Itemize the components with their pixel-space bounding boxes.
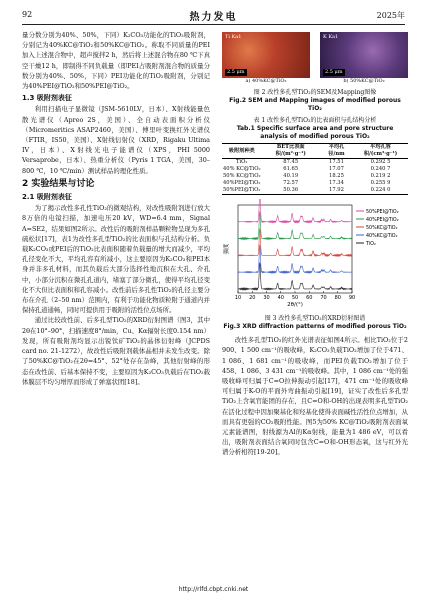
series-line: [238, 229, 352, 256]
page-header: [22, 8, 405, 22]
table-row: [222, 159, 408, 167]
table-cell: 0.219 2: [370, 173, 391, 179]
x-axis-label: 2θ/(°): [287, 302, 303, 308]
legend-label: 50%PEI@TiO₂: [366, 209, 399, 215]
table-cell: 40.19: [283, 173, 299, 179]
table-cell: 50%PEI@TiO₂: [223, 187, 261, 193]
section-1-3-title: 1.3 吸附剂表征: [22, 94, 72, 103]
table-cell: TiO₂: [236, 159, 248, 165]
sem-panel-b: [320, 32, 408, 86]
table-1: [222, 143, 408, 195]
table-header-cell: 平均孔容积/(cm³·g⁻¹): [363, 144, 398, 157]
section-2-1-paragraph-1: 为了揭示改性多孔性TiO₂的微观结构，对改性吸附剂进行放大8万倍的电镜扫描，加速电压20 kV，WD=6.4 mm，Signal A=SE2，结果如图2所示。改性后的吸附剂样品颗粒物呈现为多孔硫松状[17]，表1为改性多孔型TiO₂的比表面积与孔结构分析。负载K₂CO₃或PEI后的TiO₂比表面积随着负载量的增大而减少，平均孔径变化不大，平均孔容有所减小，这主要原因为K₂CO₃和PEI本身并非多孔材料，而其负载后大部分选择性地沉积在大孔、介孔中，小部分沉积在微孔孔道内，堵塞了部分微孔，使得平均孔径变化不大但比表面积和孔容减小。改性前后多孔性TiO₂的孔径主要分布在介孔（2–50 nm）范围内，有利于功能化物质粒附于通道内并保持孔道通畅，同时可提供用于吸附的活性位点场所。: [22, 204, 210, 315]
xrd-chart: [222, 199, 408, 309]
x-tick-label: 70: [320, 295, 327, 301]
left-column: [22, 30, 210, 387]
journal-name: 热力发电: [189, 12, 238, 23]
table-1-caption: [222, 117, 408, 141]
table-row: [222, 166, 408, 173]
series-line: [238, 211, 352, 239]
table-cell: 50% KC@TiO₂: [223, 173, 261, 179]
table-header-cell: BET比表面积/(m²·g⁻¹): [275, 144, 306, 157]
table-cell: 40% KC@TiO₂: [223, 166, 261, 172]
right-paragraph-1: 改性多孔型TiO₂的红外光谱表征如图4所示。相比TiO₂位于2 900、1 500 cm⁻¹的吸收峰，K₂CO₃负载TiO₂增加了位于471、1 086、1 681 cm⁻¹的吸收峰，而PEI负载TiO₂增加了位于458、1 086、3 431 cm⁻¹的吸收峰。其中，1 086 cm⁻¹处的强吸收峰可归属于C=O拉伸振动引起[17]，471 cm⁻¹处的吸收峰可归属于K-O的平面外弯曲振动引起[19]，证实了改性后多孔型TiO₂上含氧官能团的存在，且C=O和-OH的出现表明多孔型TiO₂在活化过程中因加聚基化和羟基化使得表面碱性活性位点增加，从而具有更强的CO₂吸附性能。图5为50% KC@TiO₂吸附剂表面氧元素能谱图，射线源为Al的Kα射线，能量为1 486 eV，可以看出，吸附剂表面结合氧同时包含C=O和-OH形态氧，这与红外光谱分析相符[19-20]。: [222, 336, 408, 457]
figure-2-caption-cn: 图 2 改性多孔型TiO₂的SEM及Mapping图像: [253, 89, 377, 96]
series-line: [238, 245, 352, 273]
y-axis-label: 强度: [224, 243, 230, 255]
x-tick-label: 30: [263, 295, 270, 301]
panel-a-tag: Ti Ka1: [225, 34, 242, 40]
table-row: [222, 187, 408, 195]
table-header-cell: 平均孔径/nm: [328, 144, 345, 157]
scale-bar-b: 2.5 μm: [325, 69, 343, 75]
figure-2-caption: [222, 89, 408, 113]
x-tick-label: 20: [249, 295, 256, 301]
section-2-title: 2 实验结果与讨论: [22, 178, 95, 189]
table-cell: 61.65: [283, 166, 299, 172]
table-cell: 0.240 7: [370, 166, 391, 172]
panel-b-label: b) 50%KC@TiO₂: [343, 78, 385, 84]
table-cell: 0.255 9: [370, 180, 391, 186]
x-tick-label: 50: [291, 295, 299, 301]
table-row: [222, 180, 408, 187]
legend-label: 50%KC@TiO₂: [366, 225, 398, 231]
plot-frame: [238, 205, 352, 293]
issue-year: 2025年: [376, 11, 405, 20]
table-cell: 17.51: [329, 159, 344, 165]
section-2-1-paragraph-2: 通过比较改性前、后多孔型TiO₂的XRD衍射图谱（图3，其中2θ在10°–90°，扫描速度8°/min，Cu、Kα辐射长度0.154 nm）发现，所有吸附剂均显示出锐钛矿TiO₂的晶体衍射峰（JCPDS card no. 21-1272），故改性后吸附剂载体晶相并未发生改变。除了50%KC@TiO₂在2θ=45°、52°处存在杂峰，其他衍射峰的形态在改性前、后基本保持不变，主要原因为K₂CO₃负载后在TiO₂载体膜层不均匀增厚而形成了弹塞状团[18]。: [22, 316, 210, 386]
table-cell: 17.34: [329, 180, 344, 186]
section-1-3-text: 利用扫描电子显微镜（JSM-5610LV，日本）、X射线能量色散光谱仪（Apreo 2S，美国）、全自动表面积分析仪（Micromeritics ASAP2460，美国）、傅里叶变换红外光谱仪（FTIR，IS50，美国）、X射线衍射仪（XRD，Rigaku Ultima IV，日本）、X射线光电子能谱仪（XPS，PHI 5000 Versaprobe，日本）、热重分析仪（Pyris 1 TGA，美国，30–800 ℃，10 ℃/min）测试样品的理化性质。: [22, 105, 210, 175]
x-tick-label: 90: [348, 295, 356, 301]
section-2-1-title: 2.1 吸附剂表征: [22, 193, 72, 202]
figure-3-caption: [222, 315, 408, 331]
x-tick-label: 40: [277, 295, 284, 301]
series-line: [238, 263, 352, 290]
page-number: 92: [22, 10, 33, 19]
figure-2-caption-en: Fig.2 SEM and Mapping images of modified porous TiO₂: [229, 97, 401, 112]
panel-b-tag: K Ka1: [323, 34, 339, 40]
x-tick-label: 80: [334, 295, 341, 301]
table-1-caption-cn: 表 1 改性多孔型TiO₂的比表面积与孔结构分析: [253, 117, 377, 124]
legend-label: TiO₂: [366, 241, 376, 247]
right-column: [222, 30, 408, 458]
intro-paragraph: 量分数分别为40%、50%，下同）K₂CO₃功能化的TiO₂吸附剂，分别记为40%KC@TiO₂和50%KC@TiO₂。称取不同质量的PEI加入上述混合物中，超声搅拌2 h，然后将上述混合物在80 ℃下真空干燥12 h，即制得不同负载量（即PEI占吸附剂混合物的质量分数分别为40%、50%，下同）PEI功能化的TiO₂吸附剂，分别记为40%PEI@TiO₂和50%PEI@TiO₂。: [22, 31, 210, 91]
table-cell: 72.57: [283, 180, 299, 186]
table-cell: 18.25: [329, 173, 344, 179]
panel-a-label: a) 40%KC@TiO₂: [245, 78, 287, 84]
table-cell: 40%PEI@TiO₂: [223, 180, 261, 186]
table-header-cell: 吸附剂种类: [228, 147, 255, 154]
figure-3-caption-cn: 图 3 改性多孔型TiO₂的XRD衍射图谱: [264, 315, 366, 323]
table-cell: 0.224 0: [370, 187, 391, 193]
header-rule: [22, 24, 405, 25]
figure-3-caption-en: Fig.3 XRD diffraction patterns of modified porous TiO₂: [223, 323, 407, 331]
sem-panel-a: [222, 32, 310, 86]
figure-2: [222, 32, 408, 86]
table-cell: 17.07: [329, 166, 344, 172]
x-tick-label: 60: [306, 295, 313, 301]
table-header-row: [222, 144, 408, 159]
table-cell: 87.45: [283, 159, 299, 165]
table-cell: 50.36: [283, 187, 299, 193]
series-line: [238, 199, 352, 222]
legend-label: 40%KC@TiO₂: [366, 233, 398, 239]
table-1-caption-en: Tab.1 Specific surface area and pore structure analysis of modified porous TiO₂: [236, 125, 394, 140]
scale-bar-a: 2.5 μm: [227, 69, 245, 75]
table-cell: 17.92: [329, 187, 344, 193]
legend-label: 40%PEI@TiO₂: [366, 217, 399, 223]
x-tick-label: 10: [234, 295, 242, 301]
table-row: [222, 173, 408, 180]
table-cell: 0.292 5: [370, 159, 391, 165]
footer-url: http://rlfd.cbpt.cnki.net: [178, 586, 249, 593]
